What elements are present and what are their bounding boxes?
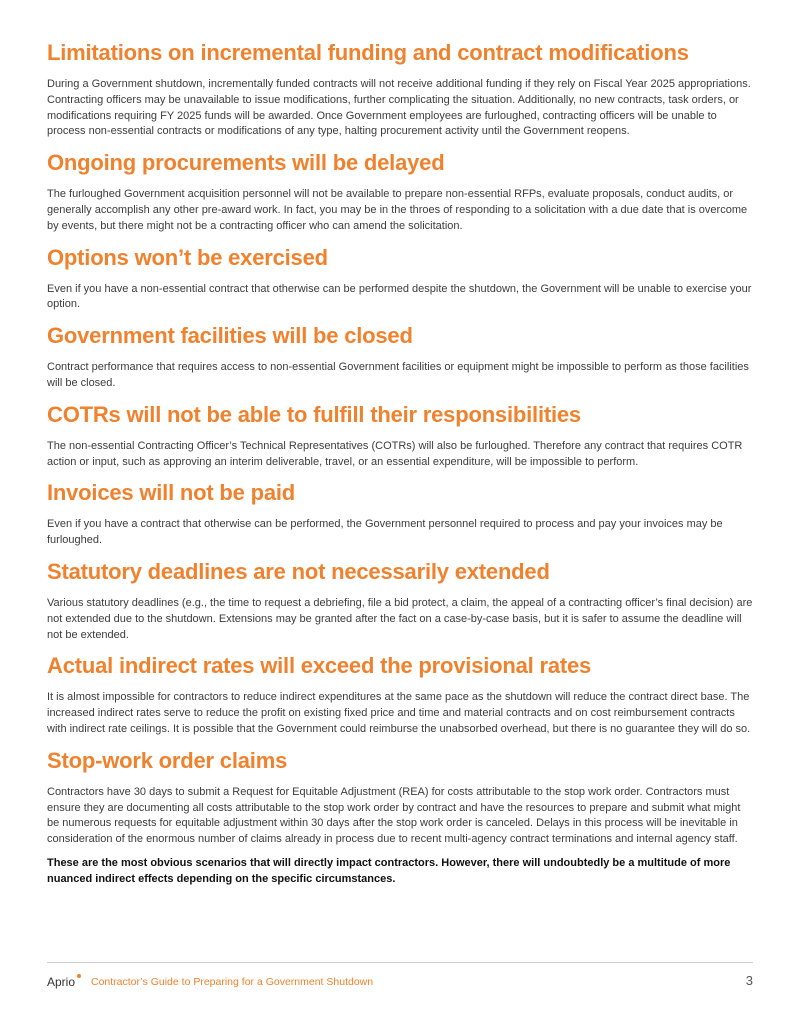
- section-body: Even if you have a contract that otherwise can be performed, the Government personnel required to process and pay your invoices may be furloughed.: [47, 518, 723, 547]
- section: [47, 243, 753, 314]
- section-heading: Stop-work order claims: [47, 747, 288, 773]
- section: [47, 148, 753, 234]
- page-number: 3: [745, 973, 753, 988]
- section-body: It is almost impossible for contractors to reduce indirect expenditures at the same pace as the shutdown will reduce the contract direct base. The increased indirect rates serve to reduce the profit on existing fixed price and time and material contracts and on cost reimbursement contracts with indirect rate ceilings. It is possible that the Government could reimburse the unabsorbed overhead, but there is no guarantee they will do so.: [47, 691, 751, 735]
- section-body: Contractors have 30 days to submit a Request for Equitable Adjustment (REA) for costs attributable to the stop work order. Contractors must ensure they are documenting all costs attributable to the stop work order by contract and have the resources to prepare and submit what might be numerous requests for equitable adjustment within 30 days after the stop work order is canceled. Delays in this process will be inevitable in consideration of the enormous number of claims already in process due to recent multi-agency contract terminations and internal agency staff.: [47, 785, 741, 846]
- section-heading: Actual indirect rates will exceed the provisional rates: [47, 653, 592, 679]
- section-heading: Options won’t be exercised: [47, 244, 328, 270]
- section-heading: Limitations on incremental funding and contract modifications: [47, 40, 689, 65]
- section-body: During a Government shutdown, incrementally funded contracts will not receive additional funding if they rely on Fiscal Year 2025 appropriations. Contracting officers may be unavailable to issue modifications, further complicating the situation. Additionally, no new contracts, task orders, or modifications requiring FY 2025 funds will be awarded. Once Government employees are furloughed, contracting officers will be unable to process non-essential contracts or modifications of any type, halting procurement activity until the Government reopens.: [47, 78, 751, 138]
- page-footer: [47, 972, 753, 992]
- footer-document-title: Contractor’s Guide to Preparing for a Government Shutdown: [91, 976, 374, 988]
- section-heading: Invoices will not be paid: [47, 480, 296, 506]
- footer-divider: [47, 962, 753, 963]
- aprio-logo: Aprio: [47, 975, 76, 989]
- section-heading: Government facilities will be closed: [47, 323, 413, 349]
- logo-accent-dot: [77, 974, 81, 978]
- section: [47, 321, 753, 392]
- section-body: The furloughed Government acquisition personnel will not be available to prepare non-essential RFPs, evaluate proposals, conduct audits, or generally accomplish any other pre-award work. In fact, you may be in the throes of responding to a solicitation with a due date that is overcome by events, but there might not be a contracting officer who can amend the solicitation.: [47, 188, 748, 232]
- section-heading: COTRs will not be able to fulfill their responsibilities: [47, 401, 581, 427]
- section-heading: Ongoing procurements will be delayed: [47, 150, 445, 176]
- section-body: The non-essential Contracting Officer’s Technical Representatives (COTRs) will also be furloughed. Therefore any contract that requires COTR action or input, such as approving an interim deliverable, travel, or an essential expenditure, will be impossible to perform.: [47, 439, 743, 468]
- section-body: Contract performance that requires access to non-essential Government facilities or equipment might be impossible to perform as those facilities will be closed.: [47, 361, 749, 389]
- section-heading: Statutory deadlines are not necessarily extended: [47, 558, 550, 584]
- section: [47, 400, 753, 471]
- closing-statement: These are the most obvious scenarios that will directly impact contractors. However, there will undoubtedly be a multitude of more nuanced indirect effects depending on the specific circumstances.: [47, 856, 731, 885]
- document-content: [47, 38, 753, 888]
- section-body: Various statutory deadlines (e.g., the time to request a debriefing, file a bid protect, a claim, the appeal of a contracting officer’s final decision) are not extended due to the shutdown. Extensions may be granted after the fact on a case-by-case basis, but it is safer to assume the deadline will not be extended.: [47, 596, 753, 641]
- section-body: Even if you have a non-essential contract that otherwise can be performed despite the shutdown, the Government will be unable to exercise your option.: [47, 282, 752, 311]
- section: [47, 478, 753, 549]
- section: [47, 651, 753, 737]
- section: [47, 746, 753, 848]
- section: [47, 38, 753, 140]
- section: [47, 557, 753, 643]
